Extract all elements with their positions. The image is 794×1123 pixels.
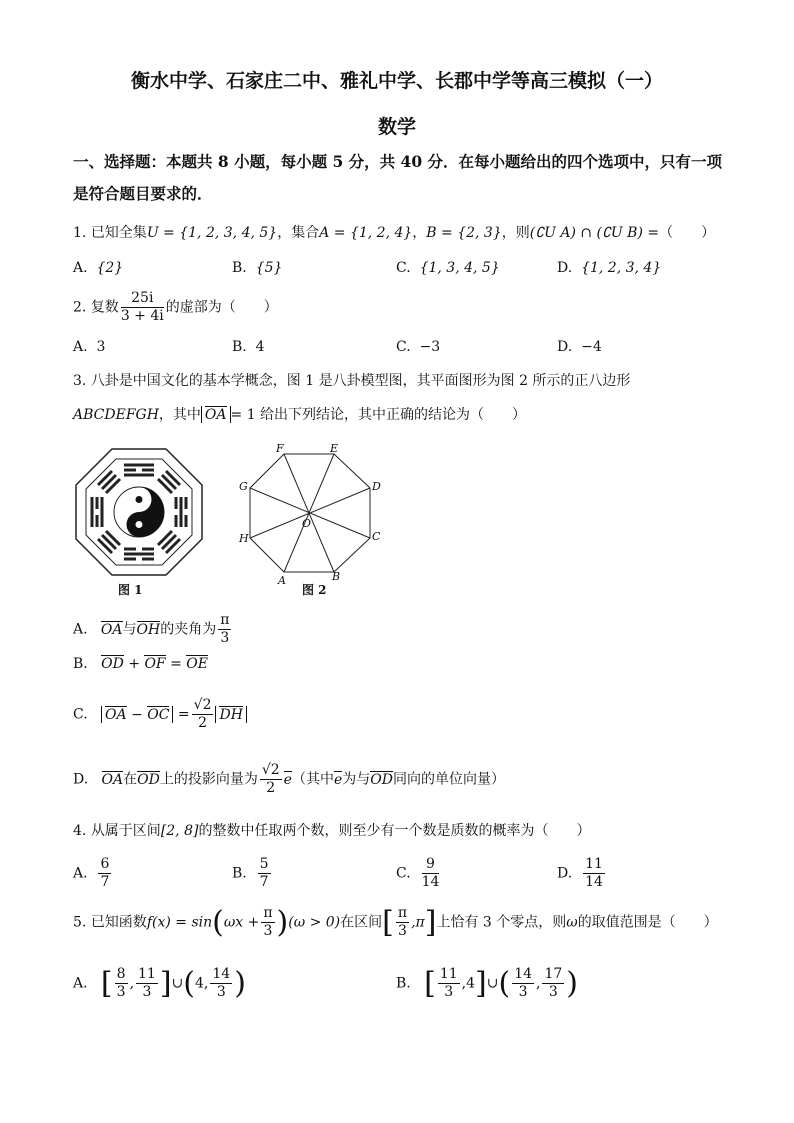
- q3-option-c[interactable]: [73, 697, 247, 732]
- fraction: [261, 905, 274, 940]
- math-condition: (ω > 0): [288, 914, 341, 931]
- question-text: 的整数中任取两个数，则至少有一个数是质数的概率为（ ）: [198, 823, 591, 839]
- subject-heading: 数学: [377, 116, 416, 138]
- numerator: √2: [261, 762, 280, 778]
- vector: DH: [219, 706, 243, 723]
- math-omega: ω: [566, 914, 578, 931]
- fraction: [136, 966, 158, 1001]
- center-label-o: O: [302, 517, 312, 530]
- option-text: {1, 2, 3, 4}: [581, 260, 662, 276]
- question-2: [73, 290, 278, 325]
- figure-1-caption: 图 1: [118, 583, 143, 597]
- q4-option-c[interactable]: [396, 856, 441, 891]
- vector: OA: [105, 706, 127, 723]
- vertex-label-a: A: [278, 574, 286, 587]
- option-label: B.: [73, 656, 88, 672]
- vertex-label-f: F: [276, 442, 284, 455]
- question-text: 上恰有 3 个零点，则: [436, 914, 567, 931]
- numerator: 9: [422, 856, 440, 874]
- paren-open: (: [212, 905, 224, 940]
- vector: OC: [147, 706, 170, 723]
- question-4: [73, 820, 590, 840]
- q3-option-d[interactable]: [73, 762, 505, 797]
- q5-option-a[interactable]: A. [ $\frac{8}{3}$ , $\frac{11}{3}$ ]∪(4, $\frac{14}{3}$ ): [73, 966, 246, 1001]
- question-text: ，: [412, 225, 427, 241]
- numerator: 14: [514, 966, 533, 982]
- q4-option-d[interactable]: [557, 856, 607, 891]
- fraction: [192, 697, 214, 732]
- numerator: 14: [212, 966, 231, 982]
- math-expression: ωx +: [223, 914, 260, 931]
- question-number: 3.: [73, 373, 87, 389]
- vector: OE: [186, 656, 208, 672]
- numerator: 11: [138, 966, 156, 982]
- question-3-line2: [73, 404, 526, 424]
- figure-2-octagon: [234, 440, 384, 597]
- numerator: 8: [116, 966, 126, 982]
- numerator: 6: [100, 856, 110, 872]
- option-text: {5}: [255, 260, 283, 276]
- denominator: 3: [116, 984, 126, 1000]
- numerator: π: [397, 905, 408, 921]
- fraction: [115, 966, 128, 1001]
- question-text: 八卦是中国文化的基本学概念，图 1 是八卦模型图，其平面图形为图 2 所示的正八边形: [90, 373, 631, 389]
- option-label: B.: [232, 339, 247, 355]
- q1-option-b[interactable]: [232, 260, 282, 276]
- option-text: 的夹角为: [160, 621, 217, 638]
- fraction: [396, 905, 409, 940]
- denominator: 2: [198, 715, 208, 731]
- q2-option-a[interactable]: [73, 339, 105, 355]
- section-heading-line2: 是符合题目要求的．: [73, 184, 213, 203]
- vertex-label-b: B: [332, 570, 341, 583]
- bracket-open: [: [382, 905, 394, 940]
- denominator: 7: [100, 874, 110, 890]
- bracket-close: ]: [159, 966, 172, 1001]
- operator: ∪: [486, 975, 499, 992]
- option-text: （其中: [291, 771, 334, 788]
- option-label: B.: [396, 975, 411, 992]
- denominator: 3: [216, 984, 226, 1000]
- option-text: −4: [581, 339, 602, 355]
- option-label: A.: [73, 260, 88, 276]
- denominator: 7: [259, 874, 269, 890]
- vector-magnitude: [201, 406, 231, 423]
- vector: OA: [101, 771, 124, 788]
- vertex-label-g: G: [239, 480, 248, 493]
- denominator: 3: [444, 984, 454, 1000]
- paren-close: ): [276, 905, 289, 940]
- denominator: 3: [142, 984, 152, 1000]
- vector: OD: [101, 656, 124, 672]
- option-text: {2}: [96, 260, 124, 276]
- math-function: f(x) = sin: [146, 914, 213, 931]
- numerator: √2: [193, 697, 212, 713]
- option-text: 上的投影向量为: [159, 771, 258, 788]
- operator: =: [170, 656, 182, 672]
- paren-close: ): [566, 966, 579, 1001]
- page-title: 衡水中学、石家庄二中、雅礼中学、长郡中学等高三模拟（一）: [130, 70, 663, 92]
- option-text: {1, 3, 4, 5}: [419, 260, 500, 276]
- numerator: 17: [544, 966, 563, 982]
- option-text: 4,: [195, 975, 209, 992]
- question-text: 在区间: [340, 914, 383, 931]
- operator: −: [131, 706, 143, 723]
- question-text: 的取值范围是（ ）: [577, 914, 718, 931]
- vertex-label-c: C: [372, 530, 381, 543]
- operator: ∪: [171, 975, 184, 992]
- q4-option-b[interactable]: [232, 856, 273, 891]
- figure-1-bagua: [74, 447, 204, 597]
- option-label: D.: [557, 260, 573, 276]
- q1-option-d[interactable]: [557, 260, 661, 276]
- numerator: π: [220, 612, 230, 628]
- math-set-u: U = {1, 2, 3, 4, 5}: [146, 225, 278, 241]
- bracket-close: ]: [475, 966, 487, 1001]
- option-label: D.: [73, 771, 89, 788]
- option-label: C.: [396, 260, 411, 276]
- option-label: B.: [232, 865, 247, 882]
- bagua-diagram: [74, 447, 204, 577]
- fraction: [121, 290, 164, 325]
- fraction: [512, 966, 534, 1001]
- option-label: C.: [396, 339, 411, 355]
- denominator: 2: [266, 780, 276, 796]
- math-set-b: B = {2, 3}: [426, 225, 502, 241]
- option-label: C.: [396, 865, 411, 882]
- option-text: 同向的单位向量）: [392, 771, 505, 788]
- q4-option-a[interactable]: [73, 856, 113, 891]
- q3-option-a[interactable]: [73, 612, 233, 647]
- question-number: 1.: [73, 225, 87, 241]
- question-text: 从属于区间: [90, 823, 161, 839]
- vector: OH: [136, 621, 161, 638]
- option-label: B.: [232, 260, 247, 276]
- vector: OD: [370, 771, 393, 788]
- numerator: 11: [439, 966, 458, 982]
- q2-option-c[interactable]: [396, 339, 440, 355]
- q3-option-b[interactable]: [73, 655, 208, 672]
- question-number: 5.: [73, 914, 87, 931]
- denominator: 14: [585, 874, 603, 890]
- fraction: [210, 966, 232, 1001]
- q2-option-d[interactable]: [557, 339, 602, 355]
- numerator: π: [263, 905, 273, 921]
- fraction: [218, 612, 231, 647]
- fraction: [583, 856, 605, 891]
- answer-paren: （ ）: [659, 225, 716, 241]
- denominator: 14: [421, 874, 440, 890]
- vertex-label-e: E: [330, 442, 339, 455]
- math-expression: π: [415, 914, 425, 931]
- paren-open: (: [498, 966, 511, 1001]
- math-expression: (∁U A) ∩ (∁U B) =: [529, 225, 660, 241]
- math-set-a: A = {1, 2, 4}: [319, 225, 413, 241]
- question-text: ，则: [501, 225, 530, 241]
- option-label: C.: [73, 706, 88, 723]
- operator: =: [177, 706, 190, 723]
- question-text: 的虚部为（ ）: [165, 299, 278, 316]
- question-1: [73, 222, 715, 242]
- section-heading-line1: 一、选择题：本题共 8 小题，每小题 5 分，共 40 分．在每小题给出的四个选项中，只有一项: [73, 152, 723, 171]
- paren-open: (: [183, 966, 196, 1001]
- numerator: 25i: [121, 290, 164, 308]
- denominator: 3: [518, 984, 528, 1000]
- question-number: 2.: [73, 299, 87, 316]
- fraction: [438, 966, 460, 1001]
- question-text: 复数: [90, 299, 119, 316]
- fraction: [422, 856, 440, 891]
- question-text: 已知全集: [90, 225, 147, 241]
- q5-option-b[interactable]: B. [ $\frac{11}{3}$ ,4]∪( $\frac{14}{3}$ , $\frac{17}{3}$ ): [396, 966, 579, 1001]
- numerator: 11: [585, 856, 603, 872]
- vector: OF: [144, 656, 166, 672]
- fraction: [260, 762, 282, 797]
- math-expression: ,: [411, 914, 416, 931]
- vector-oa: OA: [204, 407, 227, 423]
- vector-magnitude: [215, 706, 246, 723]
- octagon-diagram: [234, 440, 384, 590]
- denominator: 3: [220, 630, 230, 646]
- question-text: 已知函数: [90, 914, 147, 931]
- option-label: D.: [557, 865, 573, 882]
- option-label: A.: [73, 621, 88, 638]
- question-number: 4.: [73, 823, 87, 839]
- option-text: 4: [255, 339, 265, 355]
- q1-option-c[interactable]: [396, 260, 500, 276]
- option-label: A.: [73, 339, 88, 355]
- figure-2-caption: 图 2: [302, 583, 327, 597]
- option-text: 为与: [342, 771, 371, 788]
- vector: OD: [137, 771, 160, 788]
- fraction: [542, 966, 564, 1001]
- option-text: ,4: [461, 975, 476, 992]
- fraction: [98, 856, 111, 891]
- option-text: 与: [122, 621, 137, 638]
- question-text: = 1 给出下列结论，其中正确的结论为（ ）: [230, 407, 527, 423]
- question-5: [73, 905, 718, 940]
- operator: +: [128, 656, 140, 672]
- denominator: 3 + 4i: [120, 308, 164, 324]
- vertex-label-d: D: [372, 480, 381, 493]
- option-text: 3: [96, 339, 106, 355]
- bracket-close: ]: [424, 905, 437, 940]
- bracket-open: [: [424, 966, 436, 1001]
- numerator: 5: [259, 856, 269, 872]
- question-3-line1: [73, 370, 630, 390]
- option-label: A.: [73, 975, 88, 992]
- vector: OA: [100, 621, 123, 638]
- vector-magnitude: [101, 706, 173, 723]
- option-label: D.: [557, 339, 573, 355]
- option-label: A.: [73, 865, 88, 882]
- q1-option-a[interactable]: [73, 260, 123, 276]
- denominator: 3: [548, 984, 558, 1000]
- option-text: −3: [419, 339, 441, 355]
- denominator: 3: [398, 923, 407, 939]
- bracket-open: [: [100, 966, 113, 1001]
- fraction: [258, 856, 271, 891]
- polygon-name: ABCDEFGH: [73, 407, 159, 423]
- denominator: 3: [263, 923, 273, 939]
- q2-option-b[interactable]: [232, 339, 265, 355]
- unit-vector-e: e: [333, 771, 343, 788]
- option-text: 在: [123, 771, 138, 788]
- vertex-label-h: H: [239, 532, 249, 545]
- unit-vector-e: e: [283, 771, 292, 788]
- math-interval: [2, 8]: [160, 823, 199, 839]
- question-text: ，集合: [277, 225, 320, 241]
- paren-close: ): [234, 966, 246, 1001]
- question-text: ，其中: [158, 407, 201, 423]
